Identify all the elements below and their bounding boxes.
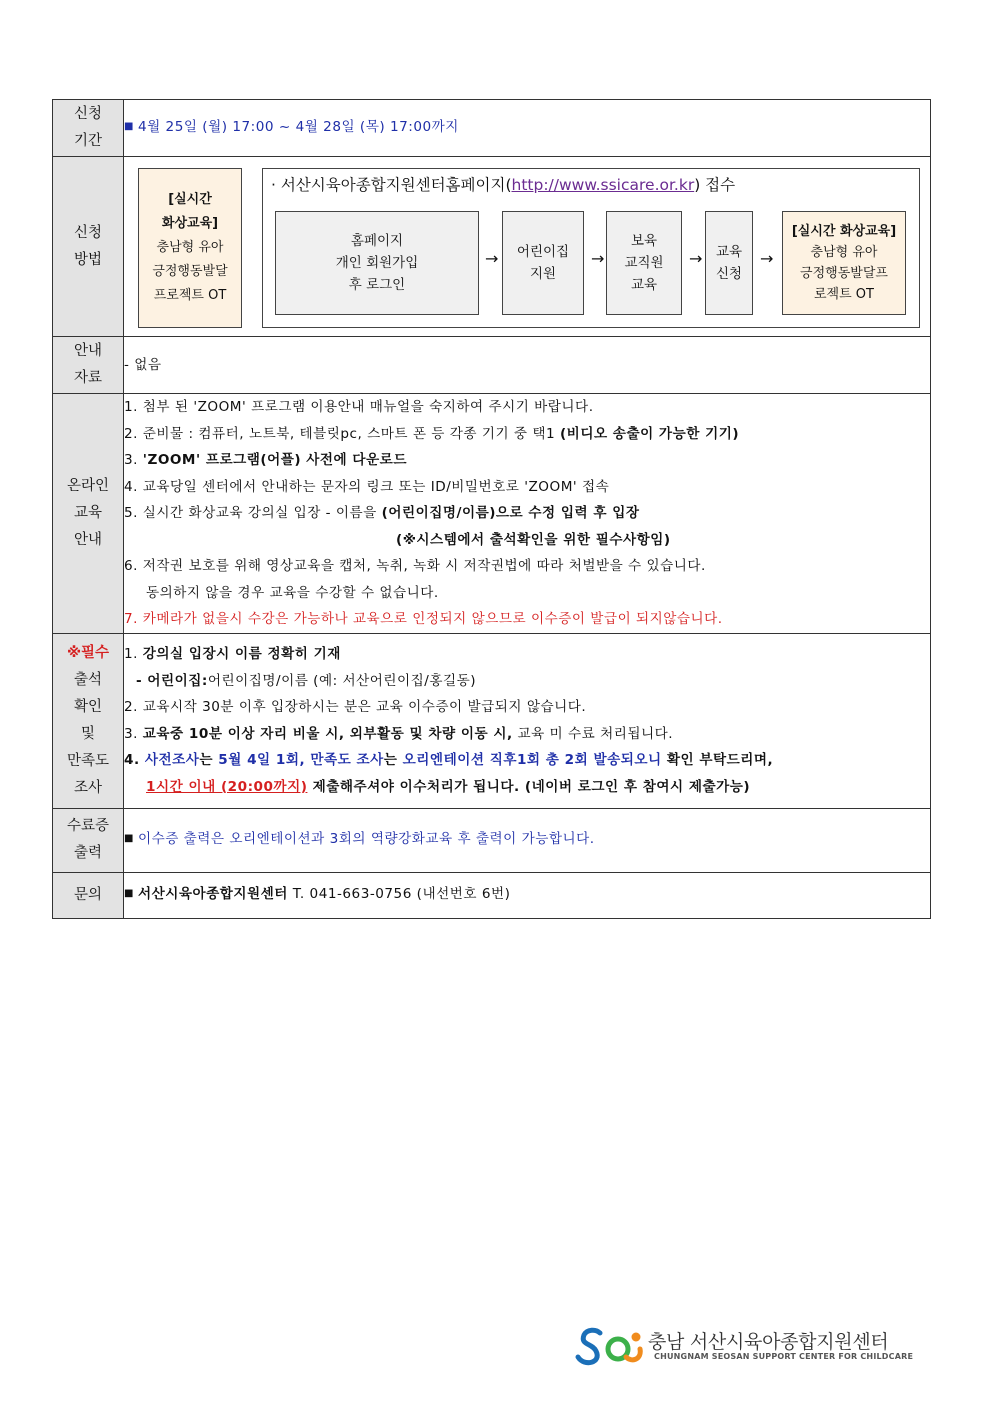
- flow-title-suffix: ) 접수: [694, 175, 736, 194]
- row-period: [53, 100, 931, 157]
- ot-box: [138, 168, 242, 328]
- attendance-item-4-blue: 오리엔테이션 직후1회 총 2회 발송되오니: [402, 752, 662, 768]
- ot-line: 화상교육]: [161, 215, 219, 231]
- step-line: 교육: [715, 243, 743, 260]
- attendance-item-4-text: 는: [383, 752, 403, 768]
- online-item-5-text: 5. 실시간 화상교육 강의실 입장 - 이름을: [124, 505, 382, 521]
- flow-box: [262, 168, 920, 328]
- attendance-item-2: 2. 교육시작 30분 이후 입장하시는 분은 교육 이수증이 발급되지 않습니다.: [124, 699, 587, 715]
- attendance-deadline: 1시간 이내 (20:00까지): [146, 778, 308, 795]
- attendance-item-3-bold: 교육중 10분 이상 자리 비울 시, 외부활동 및 차량 이동 시,: [142, 725, 513, 742]
- step-ot: [782, 211, 906, 315]
- label-text: 수료증: [66, 818, 110, 834]
- attendance-item-4: [124, 747, 930, 774]
- step-line: 보육: [630, 232, 658, 249]
- label-text: 온라인: [66, 477, 110, 494]
- label-text: 교육: [73, 504, 102, 521]
- step-daycare-support: [502, 211, 584, 315]
- label-text: 안내: [73, 531, 102, 548]
- step-line: 교육: [630, 276, 658, 293]
- label-text: 출석: [73, 671, 102, 688]
- online-content: [124, 394, 931, 634]
- step-line: 교직원: [624, 254, 664, 271]
- attendance-example-label: - 어린이집:: [136, 672, 208, 689]
- flow-title-prefix: · 서산시육아종합지원센터홈페이지(: [271, 175, 512, 194]
- attendance-item-1-example: [124, 668, 930, 695]
- ot-line: 프로젝트 OT: [153, 287, 227, 303]
- label-text: 자료: [73, 370, 102, 386]
- label-text: 문의: [73, 886, 102, 903]
- label-required: ※필수: [66, 644, 110, 661]
- label-method: [53, 157, 124, 337]
- attendance-item-4-blue: 사전조사: [144, 752, 200, 768]
- attendance-item-4-text: 는: [199, 752, 219, 768]
- row-method: [53, 157, 931, 337]
- row-online: [53, 394, 931, 634]
- attendance-content: [124, 633, 931, 808]
- arrow-icon: →: [689, 248, 703, 268]
- contact-phone: T. 041-663-0756 (내선번호 6번): [287, 885, 511, 902]
- ot-line: [실시간: [168, 191, 212, 207]
- online-item-5: [124, 500, 930, 527]
- attendance-item-1-bold: 강의실 입장시 이름 정확히 기재: [142, 646, 341, 662]
- step-staff-education: [606, 211, 682, 315]
- online-item-5-note: (※시스템에서 출석확인을 위한 필수사항임): [396, 531, 671, 548]
- attendance-item-4-blue: 5월 4일 1회, 만족도 조사: [218, 752, 384, 768]
- method-content: [124, 157, 931, 337]
- arrow-icon: →: [760, 248, 774, 268]
- arrow-icon: →: [591, 248, 605, 268]
- attendance-item-3-num: 3.: [124, 725, 143, 742]
- arrow-icon: →: [485, 248, 499, 268]
- label-text: 조사: [73, 779, 102, 796]
- online-item-2: [124, 421, 930, 448]
- contact-name: 서산시육아종합지원센터: [137, 885, 288, 902]
- attendance-item-3-text: 교육 미 수료 처리됩니다.: [512, 725, 674, 742]
- online-item-5-bold: (어린이집명/이름)으로 수정 입력 후 입장: [381, 505, 640, 521]
- step-line: 후 로그인: [348, 276, 406, 293]
- materials-text: - 없음: [124, 356, 162, 373]
- attendance-item-3: [124, 721, 930, 748]
- ot-line: 충남형 유아: [156, 239, 224, 255]
- certificate-content: [124, 808, 931, 872]
- label-text: 출력: [73, 845, 102, 861]
- online-item-3: [124, 447, 930, 474]
- step-homepage-login: [275, 211, 479, 315]
- center-logo: [574, 1327, 944, 1367]
- online-item-6-cont: 동의하지 않을 경우 교육을 수강할 수 없습니다.: [146, 584, 439, 601]
- label-text: 확인: [73, 698, 102, 715]
- label-text: 신청: [73, 224, 102, 241]
- online-item-6: 6. 저작권 보호를 위해 영상교육을 캡처, 녹취, 녹화 시 저작권법에 따라 처벌받을 수 있습니다.: [124, 558, 706, 574]
- logo-subtext: CHUNGNAM SEOSAN SUPPORT CENTER FOR CHILDCARE: [654, 1352, 914, 1361]
- step-line: 신청: [715, 265, 743, 282]
- label-text: 기간: [73, 133, 102, 149]
- row-materials: [53, 337, 931, 394]
- materials-content: [124, 337, 931, 394]
- step-line: [실시간 화상교육]: [791, 223, 897, 239]
- attendance-item-1: [124, 641, 930, 668]
- label-materials: [53, 337, 124, 394]
- logo-mark-icon: [574, 1327, 646, 1367]
- attendance-item-4-text: 확인 부탁드리며,: [661, 752, 774, 768]
- online-item-2-bold: (비디오 송출이 가능한 기기): [559, 425, 740, 442]
- period-content: [124, 100, 931, 157]
- attendance-item-4-cont: [124, 774, 930, 801]
- label-period: [53, 100, 124, 157]
- label-text: 및: [80, 725, 95, 742]
- logo-text: 충남 서산시육아종합지원센터: [648, 1331, 889, 1353]
- step-line: 어린이집: [516, 243, 570, 260]
- step-line: 긍정행동발달프: [800, 265, 888, 281]
- attendance-item-4-tail: 제출해주셔야 이수처리가 됩니다. (네이버 로그인 후 참여시 제출가능): [307, 778, 751, 795]
- online-item-2-text: 2. 준비물 : 컴퓨터, 노트북, 테블릿pc, 스마트 폰 등 각종 기기 중 택1: [124, 425, 560, 442]
- certificate-text: 이수증 출력은 오리엔테이션과 3회의 역량강화교육 후 출력이 가능합니다.: [137, 830, 595, 847]
- contact-content: [124, 872, 931, 918]
- online-item-1: 1. 첨부 된 'ZOOM' 프로그램 이용안내 매뉴얼을 숙지하여 주시기 바랍니다.: [124, 399, 594, 415]
- bullet-icon: ■: [124, 832, 134, 844]
- online-item-7: 7. 카메라가 없을시 수강은 가능하나 교육으로 인정되지 않으므로 이수증이 발급이 되지않습니다.: [124, 611, 723, 627]
- label-contact: [53, 872, 124, 918]
- flow-title: [271, 173, 735, 195]
- step-line: 개인 회원가입: [335, 254, 419, 271]
- step-apply: [705, 211, 753, 315]
- bullet-icon: ■: [124, 120, 134, 132]
- attendance-item-1-num: 1.: [124, 646, 143, 662]
- info-table: [52, 99, 931, 919]
- step-line: 충남형 유아: [810, 244, 878, 260]
- bullet-icon: ■: [124, 887, 134, 899]
- row-attendance: [53, 633, 931, 808]
- row-certificate: [53, 808, 931, 872]
- label-attendance: [53, 633, 124, 808]
- label-text: 신청: [73, 106, 102, 122]
- step-line: 로젝트 OT: [814, 286, 874, 302]
- online-item-3-num: 3.: [124, 452, 143, 468]
- ot-line: 긍정행동발달: [152, 263, 228, 279]
- label-text: 방법: [73, 251, 102, 268]
- step-line: 지원: [529, 265, 557, 282]
- attendance-item-4-num: 4.: [124, 752, 145, 768]
- label-online: [53, 394, 124, 634]
- step-line: 홈페이지: [350, 232, 404, 249]
- label-text: 안내: [73, 343, 102, 359]
- label-text: 만족도: [66, 752, 110, 769]
- homepage-link[interactable]: http://www.ssicare.or.kr: [511, 175, 695, 194]
- period-text: 4월 25일 (월) 17:00 ~ 4월 28일 (목) 17:00까지: [137, 118, 459, 135]
- online-item-4: 4. 교육당일 센터에서 안내하는 문자의 링크 또는 ID/비밀번호로 'ZOOM' 접속: [124, 478, 610, 495]
- row-contact: [53, 872, 931, 918]
- label-certificate: [53, 808, 124, 872]
- online-item-3-bold: 'ZOOM' 프로그램(어플) 사전에 다운로드: [142, 452, 407, 468]
- attendance-example-text: 어린이집명/이름 (예: 서산어린이집/홍길동): [207, 672, 477, 689]
